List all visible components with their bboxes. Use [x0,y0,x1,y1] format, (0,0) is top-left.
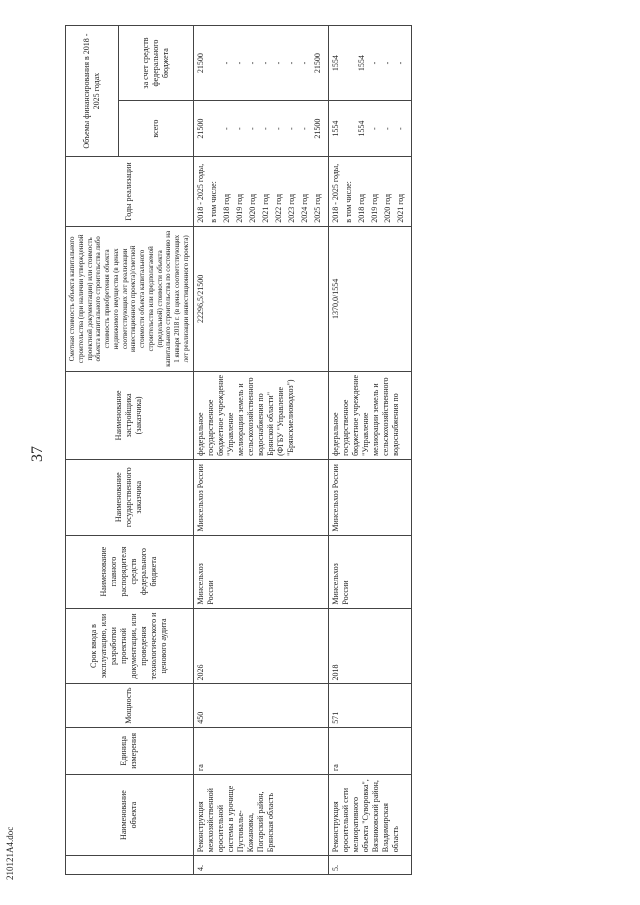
year-item: в том числе: [208,181,218,223]
total-item: - [260,127,270,130]
total-item: 1554 [330,120,340,137]
table-row [193,26,328,875]
year-item: 2018 - 2025 годы, [330,163,340,223]
total-item: - [395,127,405,130]
row-unit: га [193,727,328,774]
header-term: Срок ввода в эксплуатацию, или разработки проектной документации, или проведения технологического и ценового аудита [66,608,194,684]
row-term: 2018 [328,608,411,684]
row-developer: федеральное государственное бюджетное учреждение "Управление мелиорации земель и сельскохозяйственного водоснабжения по [328,371,411,459]
total-item [209,104,222,153]
total-item: - [234,127,244,130]
year-item: 2024 год [299,193,309,223]
federal-item: - [369,61,379,65]
year-item: 2020 год [247,193,257,223]
federal-item: 21500 [195,53,205,74]
row-manager: Минсельхоз России [193,535,328,608]
row-num: 5. [328,856,411,875]
total-item [344,104,357,153]
federal-item: 21500 [312,53,322,74]
row-power: 450 [193,684,328,727]
federal-item: - [234,61,244,65]
federal-item [344,29,357,97]
federal-item: - [382,61,392,65]
total-item: - [221,127,231,130]
row-cost: 1370,0/1554 [328,226,411,371]
row-power: 571 [328,684,411,727]
federal-item: - [395,61,405,65]
row-term: 2026 [193,608,328,684]
total-item: - [286,127,296,130]
row-name: Реконструкция оросительной сети мелиоративного объекта "Суворовка", Вязниковский район, Владимирская область [328,774,411,855]
year-item: в том числе: [343,181,353,223]
rotated-table-container [65,25,615,875]
header-customer: Наименование государственного заказчика [66,459,194,535]
footer-filename: 210121A4.doc [5,826,15,880]
row-years [328,157,411,227]
federal-item: 1554 [330,55,340,72]
page-number: 37 [29,446,46,462]
table-row [328,26,411,875]
row-num: 4. [193,856,328,875]
year-item: 2022 год [273,193,283,223]
federal-item: - [247,61,257,65]
row-name: Реконструкция межхозяйственной оросительной системы в урочище Пустовалье-Кожановка, Погарский район, Брянская область [193,774,328,855]
year-item: 2025 год [312,193,322,223]
header-num [66,856,194,875]
total-item: - [273,127,283,130]
row-total [328,101,411,157]
year-item: 2020 год [382,193,392,223]
row-customer: Минсельхоз России [328,459,411,535]
header-power: Мощность [66,684,194,727]
header-manager: Наименование главного распорядителя средств федерального бюджета [66,535,194,608]
year-item: 2019 год [234,193,244,223]
federal-item: 1554 [356,55,366,72]
header-federal: за счет средств федерального бюджета [119,26,193,101]
total-item: 1554 [356,120,366,137]
year-item: 2021 год [260,193,270,223]
year-item: 2019 год [369,193,379,223]
row-federal [328,26,411,101]
total-item: - [299,127,309,130]
row-total [193,101,328,157]
row-unit: га [328,727,411,774]
year-item: 2021 год [395,193,405,223]
header-cost: Сметная стоимость объекта капитального строительства (при наличии утвержденной проектной документации) или стоимость объекта капитального строительства либо стоимость приобретения объекта недвижимого имущества (в ценах соответствующих лет реализации инвестиционного проекта)/сметной стоимости объекта капитального строительства или предполагаемой (предельной) стоимости объекта капитального строительства по состоянию на 1 января 2018 г. (в ценах соответствующих лет реализации инвестиционного проекта) [66,226,194,371]
row-customer: Минсельхоз России [193,459,328,535]
row-federal [193,26,328,101]
total-item: 21500 [312,118,322,139]
federal-item: - [273,61,283,65]
total-item: - [247,127,257,130]
header-name: Наименование объекта [66,774,194,855]
row-manager: Минсельхоз России [328,535,411,608]
federal-item: - [299,61,309,65]
row-cost: 22296,5/21500 [193,226,328,371]
header-total: всего [119,101,193,157]
header-unit: Единица измерения [66,727,194,774]
federal-item: - [260,61,270,65]
year-item: 2018 год [356,193,366,223]
header-funding: Объемы финансирования в 2018 - 2025 годах [66,26,119,157]
federal-item: - [286,61,296,65]
year-item: 2018 год [221,193,231,223]
row-years [193,157,328,227]
total-item: - [369,127,379,130]
year-item: 2018 - 2025 годы, [195,163,205,223]
header-developer: Наименование застройщика (заказчика) [66,371,194,459]
year-item: 2023 год [286,193,296,223]
total-item: 21500 [195,118,205,139]
header-years: Годы реализации [66,157,194,227]
row-developer: федеральное государственное бюджетное учреждение "Управление мелиорации земель и сельскохозяйственного водоснабжения по Брянской области" (ФГБУ "Управление "Брянскмелиоводхоз") [193,371,328,459]
investment-table [65,25,412,875]
federal-item [209,29,222,97]
federal-item: - [221,61,231,65]
total-item: - [382,127,392,130]
